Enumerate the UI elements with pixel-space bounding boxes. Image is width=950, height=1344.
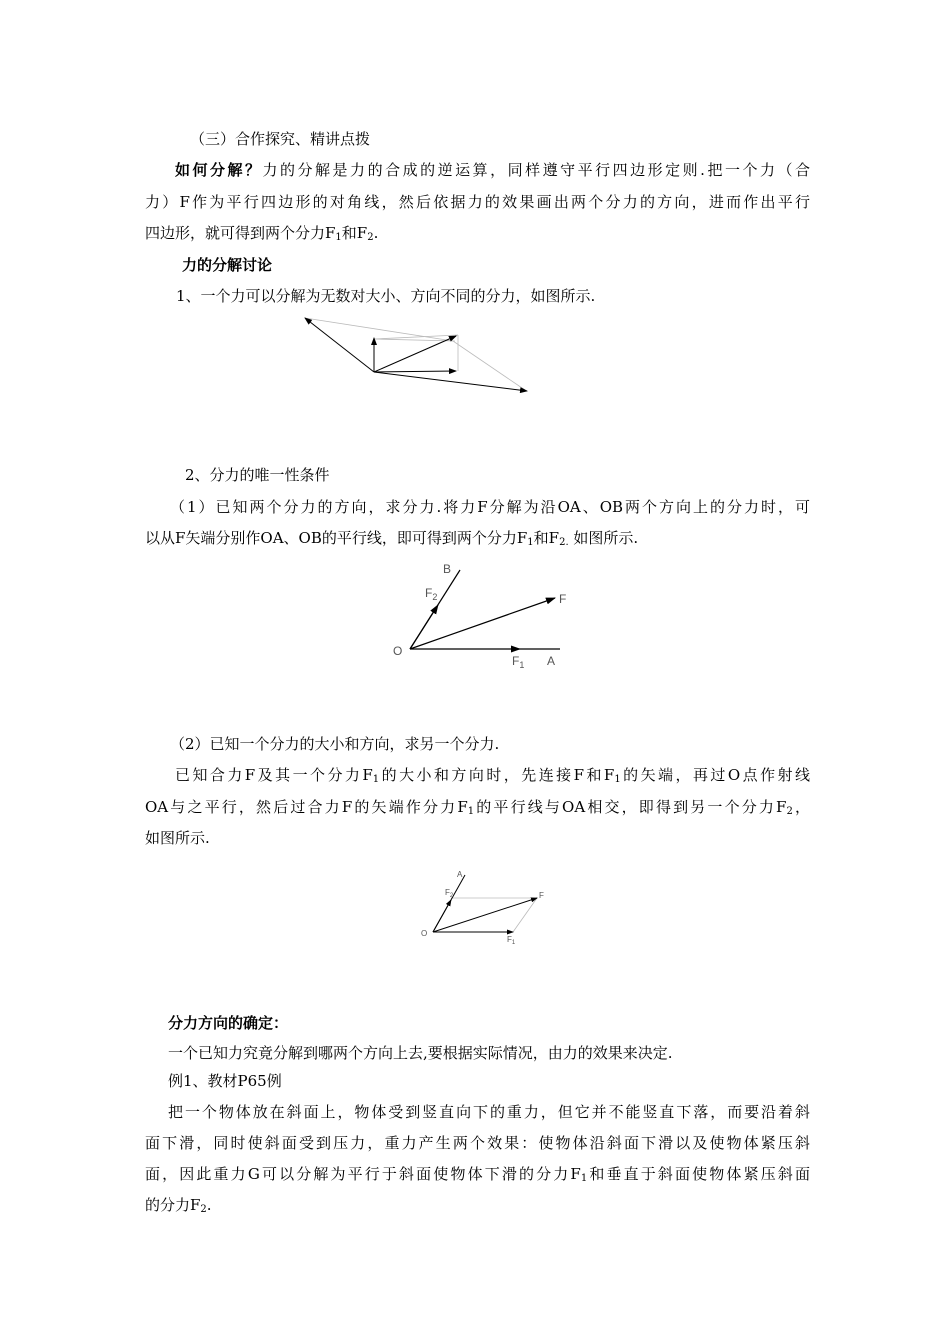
text-span: OA与之平行，然后过合力F的矢端作分力F — [145, 798, 468, 816]
decomposition-figure-3 — [415, 865, 555, 950]
text-span: 的大小和方向时，先连接F和F — [379, 766, 615, 784]
label-b: B — [443, 562, 452, 576]
direction-heading: 分力方向的确定： — [168, 1014, 289, 1032]
text-span: ， — [792, 798, 810, 816]
case2-line — [160, 765, 810, 785]
example-line: 把一个物体放在斜面上，物体受到竖直向下的重力，但它并不能竖直下落，而要沿着斜 — [168, 1103, 810, 1121]
label-f: F — [559, 592, 567, 606]
text-span: 如图所示. — [568, 529, 639, 547]
bold-lead: 如何分解？ — [175, 161, 263, 179]
case1-line: （1）已知两个分力的方向，求分力.将力F分解为沿OA、OB两个方向上的分力时，可 — [170, 498, 810, 516]
text-span: . — [373, 224, 379, 242]
label-f: F — [539, 891, 544, 900]
subscript: 2. — [559, 537, 569, 548]
force-vectors — [410, 570, 560, 649]
label-a: A — [457, 870, 463, 879]
text-span: 的矢端，再过O点作射线 — [620, 766, 810, 784]
force-vectors — [433, 875, 537, 932]
discussion-heading: 力的分解讨论 — [182, 256, 273, 274]
subscript: 1 — [467, 806, 475, 817]
text-span: 四边形，就可得到两个分力F — [145, 224, 336, 242]
label-f1 — [507, 935, 516, 946]
subscript: 2 — [432, 592, 438, 602]
guide-lines — [451, 898, 537, 932]
case2-heading: （2）已知一个分力的大小和方向，求另一个分力. — [170, 735, 500, 753]
label-o: O — [393, 644, 403, 658]
text-span: 面，因此重力G可以分解为平行于斜面使物体下滑的分力F — [145, 1165, 581, 1183]
text-span: F — [512, 654, 520, 668]
label-f2 — [445, 888, 454, 899]
text-span: F — [507, 935, 512, 944]
item-1: 1、一个力可以分解为无数对大小、方向不同的分力，如图所示. — [176, 287, 596, 305]
item-2: 2、分力的唯一性条件 — [185, 466, 330, 484]
subscript: 1 — [511, 940, 516, 946]
text-span: 已知合力F及其一个分力F — [175, 766, 373, 784]
example-line — [145, 1164, 810, 1184]
paragraph-line — [145, 160, 810, 180]
text-span: 和F — [533, 529, 560, 547]
label-f1 — [512, 654, 524, 670]
text-span: . — [206, 1196, 212, 1214]
decomposition-figure-1 — [290, 305, 540, 405]
paragraph-line — [145, 223, 810, 243]
text-span: 的平行线与OA相交，即得到另一个分力F — [474, 798, 787, 816]
text-span: F — [425, 586, 433, 600]
text-span: 和垂直于斜面使物体紧压斜面 — [587, 1165, 810, 1183]
example-line: 面下滑，同时使斜面受到压力，重力产生两个效果：使物体沿斜面下滑以及使物体紧压斜 — [145, 1134, 810, 1152]
decomposition-figure-2 — [385, 555, 585, 675]
subscript: 1 — [335, 232, 342, 243]
text-span: 以从F矢端分别作OA、OB的平行线，即可得到两个分力F — [145, 529, 528, 547]
text-span: 的分力F — [145, 1196, 201, 1214]
subscript: 1 — [580, 1173, 588, 1184]
label-o: O — [421, 929, 428, 938]
example-line — [145, 1195, 810, 1215]
text-span: 和F — [341, 224, 368, 242]
subscript: 1 — [527, 537, 534, 548]
subscript: 1 — [519, 660, 525, 670]
section-heading: （三）合作探究、精讲点拨 — [190, 130, 371, 148]
subscript: 2 — [367, 232, 374, 243]
force-vectors — [305, 318, 527, 391]
direction-text: 一个已知力究竟分解到哪两个方向上去,要根据实际情况，由力的效果来决定. — [168, 1044, 673, 1062]
text-span: 力的分解是力的合成的逆运算，同样遵守平行四边形定则.把一个力（合 — [262, 161, 810, 179]
label-f2 — [425, 586, 437, 602]
subscript: 1 — [614, 774, 621, 785]
subscript: 2 — [200, 1204, 207, 1215]
case2-line — [145, 797, 810, 817]
case2-line: 如图所示. — [145, 829, 210, 847]
subscript: 2 — [449, 893, 454, 899]
case1-line — [145, 528, 810, 548]
paragraph-line: 力）F作为平行四边形的对角线，然后依据力的效果画出两个分力的方向，进而作出平行 — [145, 193, 810, 211]
subscript: 2 — [786, 806, 793, 817]
label-a: A — [547, 654, 556, 668]
text-span: F — [445, 888, 450, 897]
example-heading: 例1、教材P65例 — [168, 1072, 282, 1090]
subscript: 1 — [372, 774, 380, 785]
